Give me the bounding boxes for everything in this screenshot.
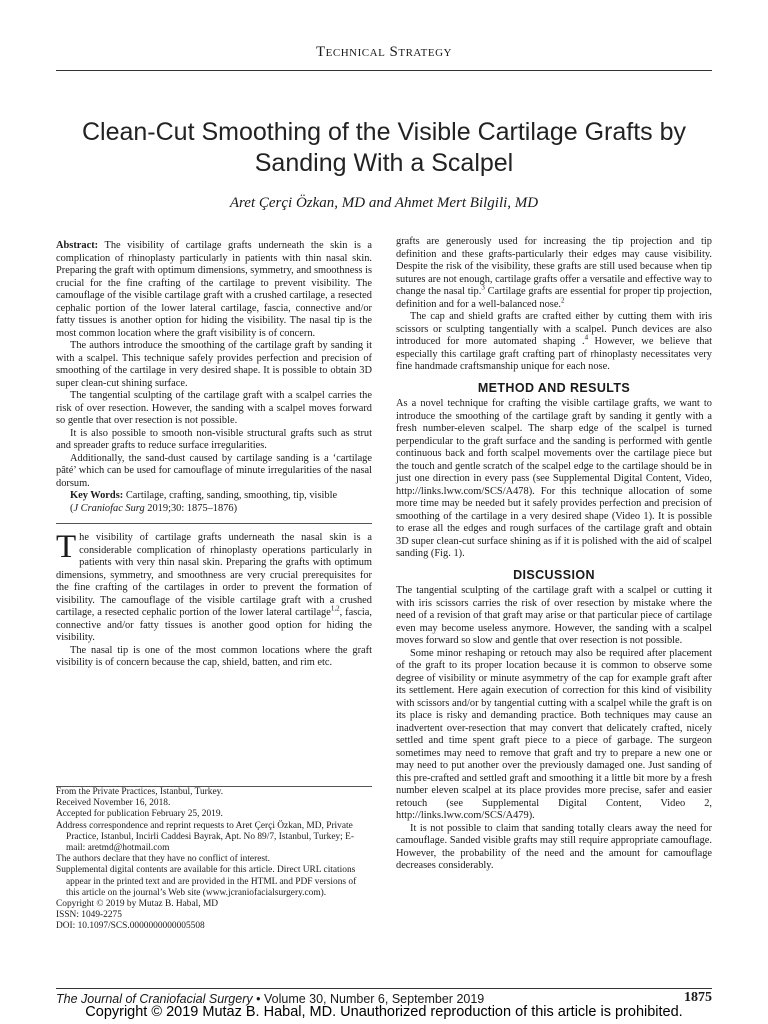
citation: (J Craniofac Surg 2019;30: 1875–1876) (70, 502, 238, 514)
discussion-paragraph-3: It is not possible to claim that sanding totally clears away the need for camouflage. Sanded visible grafts may still require appropriate camouflage. However, the probability of the need and the amount for camouflage decreases considerably. (396, 822, 712, 871)
intro-text-1a: he visibility of cartilage grafts underneath the nasal skin is a considerable complication of rhinoplasty operations particularly in patients with very thin nasal skin. Preparing the grafts with optimum dimensions, symmetry, and smoothness are very crucial prerequisites for the fine crafting of the cartilages in order to prevent the formation of visibility. The camouflage of the visible cartilage graft with a crushed cartilage, a resected cephalic portion of the lower lateral cartilage (56, 532, 372, 618)
citation-journal: J Craniofac Surg (73, 502, 145, 514)
right-text-1b: Cartilage grafts are essential for proper tip projection, definition and for a well-balanced nose. (396, 286, 712, 310)
right-column (396, 236, 712, 873)
footnote-received: Received November 16, 2018. (56, 798, 171, 809)
section-label: Technical Strategy (316, 44, 452, 60)
drop-cap: T (56, 529, 77, 565)
abstract-paragraph-2: The authors introduce the smoothing of the cartilage graft by sanding it with a scalpel. This technique safely provides perfection and precision of smoothing of the cartilage in very desired shape. It is possible to obtain 3D super clean-cut shining surface. (56, 340, 372, 389)
discussion-paragraph-2: Some minor reshaping or retouch may also be required after placement of the graft to its proper location because it is common to observe some degree of visibility or minute asymmetry of the cap for example graft after its settlement. Here again execution of correction for this kind of visibility with scissors and/or by tangential cutting with a scalpel while the graft is on its place is risky and demanding practice. Both techniques may cause an inadvertent over-resection that may convert that delicately crafted, nicely settled and time spent graft piece to a piece of garbage. The surgeon sometimes may need to remove that graft and try to prepare a new one or may need to put another over the previously damaged one. Just sanding of this pre-crafted and settled graft and smoothing it a little bit more by a fresh number eleven scalpel at its place provides more precise, safer and easier retouch (see Supplemental Digital Content, Video 2, http://links.lww.com/SCS/A479). (396, 647, 712, 821)
copyright-banner: Copyright © 2019 Mutaz B. Habal, MD. Unauthorized reproduction of this article is prohibited. (85, 1004, 683, 1020)
article-authors: Aret Çerçi Özkan, MD and Ahmet Mert Bilgili, MD (229, 195, 539, 211)
article-title: Clean-Cut Smoothing of the Visible Cartilage Grafts by Sanding With a Scalpel (81, 118, 686, 177)
abstract-paragraph-5: Additionally, the sand-dust caused by cartilage sanding is a ‘cartilage pâté’ which can be used for camouflage of minute irregularities of the nasal dorsum. (56, 452, 372, 489)
abstract-paragraph-1 (56, 240, 372, 340)
footnote-supplemental: Supplemental digital contents are available for this article. Direct URL citations appear in the printed text and are provided in the HTML and PDF versions of this article on the journal’s Web site (www.jcraniofacialsurgery.com). (56, 865, 357, 898)
footer-bullet: • (256, 992, 261, 1006)
right-text-2a: The cap and shield grafts are crafted either by cutting them with iris scissors or sculpting tangentially with a scalpel. Punch devices are also introduced for more automated shaping . (396, 311, 712, 347)
footnote-conflict: The authors declare that they have no conflict of interest. (56, 854, 270, 865)
abstract-paragraph-3: The tangential sculpting of the cartilage graft with a scalpel carries the risk of over resection. However, the sanding with a scalpel moves forward so gentle that over resection is not possible. (56, 390, 372, 426)
intro-citation-sup: 1,2 (330, 604, 340, 613)
footnote-issn: ISSN: 1049-2275 (56, 910, 122, 921)
abstract-label: Abstract: (56, 240, 99, 251)
footer-volume: Volume 30, Number 6, September 2019 (263, 992, 485, 1006)
right-text-2b: However, we believe that especially this cartilage graft crafting part of rhinoplasty necessitates very fine handmade craftsmanship unique for each nose. (396, 336, 712, 372)
footer-journal-name: The Journal of Craniofacial Surgery (56, 992, 253, 1006)
right-sup-2: 2 (561, 296, 565, 305)
right-text-1a: grafts are generously used for increasing the tip projection and tip definition and these grafts-particularly their edges may cause visibility. Despite the risk of the visibility, these grafts are still used because when tip sutures are not enough, cartilage grafts offer a versatile and effective way to change the nasal tip. (396, 236, 712, 297)
intro-text-1b: , fascia, connective and/or fatty tissues is another good option for hiding the visibility. (56, 607, 372, 643)
footnote-doi: DOI: 10.1097/SCS.0000000000005508 (56, 921, 205, 932)
footnote-copyright: Copyright © 2019 by Mutaz B. Habal, MD (56, 899, 219, 910)
intro-paragraph-1 (56, 529, 372, 645)
abstract-paragraph-4: It is also possible to smooth non-visible structural grafts such as strut and spreader grafts to reduce surface irregularities. (56, 427, 372, 451)
right-paragraph-2 (396, 311, 712, 374)
right-sup-3: 4 (584, 333, 589, 342)
keywords-text: Cartilage, crafting, sanding, smoothing, tip, visible (125, 490, 338, 501)
footnote-accepted: Accepted for publication February 25, 2019. (56, 809, 223, 820)
header-rule (56, 70, 712, 71)
heading-discussion: DISCUSSION (513, 567, 595, 582)
right-sup-1: 3 (481, 283, 485, 292)
keywords-label: Key Words: (70, 490, 124, 501)
footnote-from: From the Private Practices, Istanbul, Turkey. (56, 787, 224, 797)
discussion-paragraph-1: The tangential sculpting of the cartilage graft with a scalpel or cutting it with iris scissors carries the risk of over resection by mistake where the need of a revision of that graft may arise or that particular piece of cartilage even may become useless anymore. However, the sanding with a scalpel moves forward so slow and gentle that over resection is not possible. (396, 585, 712, 646)
right-paragraph-1 (396, 236, 712, 311)
abstract-separator (56, 523, 372, 524)
citation-details: 2019;30: 1875–1876 (147, 502, 234, 514)
footnotes (56, 786, 372, 933)
left-column (56, 240, 372, 670)
footnote-address: Address correspondence and reprint requests to Aret Çerçi Özkan, MD, Private Practice, Istanbul, Incirli Caddesi Bayrak, Apt. No 89/7, Istanbul, Turkey; E-mail: aretmd@hotmail.com (56, 820, 354, 854)
page-number: 1875 (684, 990, 712, 1005)
intro-paragraph-2: The nasal tip is one of the most common locations where the graft visibility is of concern because the cap, shield, batten, and rim etc. (56, 644, 372, 668)
footer-rule (56, 988, 712, 989)
abstract-text-1: The visibility of cartilage grafts underneath the skin is a complication of rhinoplasty particularly in patients with thin nasal skin. Preparing the graft with optimum dimensions, symmetry, and smoothness is crucial for the fine crafting of the cartilage to prevent visibility. The camouflage of the visible cartilage graft with a crushed cartilage, a resected cephalic portion of the lower lateral cartilage, fascia, connective and/or fatty tissues is another option for hiding the visibility. The nasal tip is the most common location where the graft visibility is of concern. (56, 240, 372, 339)
keywords (56, 490, 372, 503)
heading-method-results: METHOD AND RESULTS (477, 380, 631, 395)
method-paragraph: As a novel technique for crafting the visible cartilage grafts, we want to introduce the smoothing of the cartilage graft by sanding it gently with a fresh number-eleven scalpel. The sharp edge of the scalpel is turned perpendicular to the graft surface and the sanding is performed with gentle continuous back and forth scalpel movements over the cartilage piece but the touch and gentle scratch of the scalpel edge to the cartilage should be in just one direction in every pass (see Supplemental Digital Content, Video, http://links.lww.com/SCS/A478). For this technique allocation of some more time may be needed but it safely provides perfection and precision of smoothing of the cartilage in a very desired shape (Video 1). It is possible to erase all the edges and rough surfaces of the cartilage graft and obtain 3D super clean-cut surface shining as if it is polished with the aid of scalpel sanding (Fig. 1). (396, 398, 712, 559)
